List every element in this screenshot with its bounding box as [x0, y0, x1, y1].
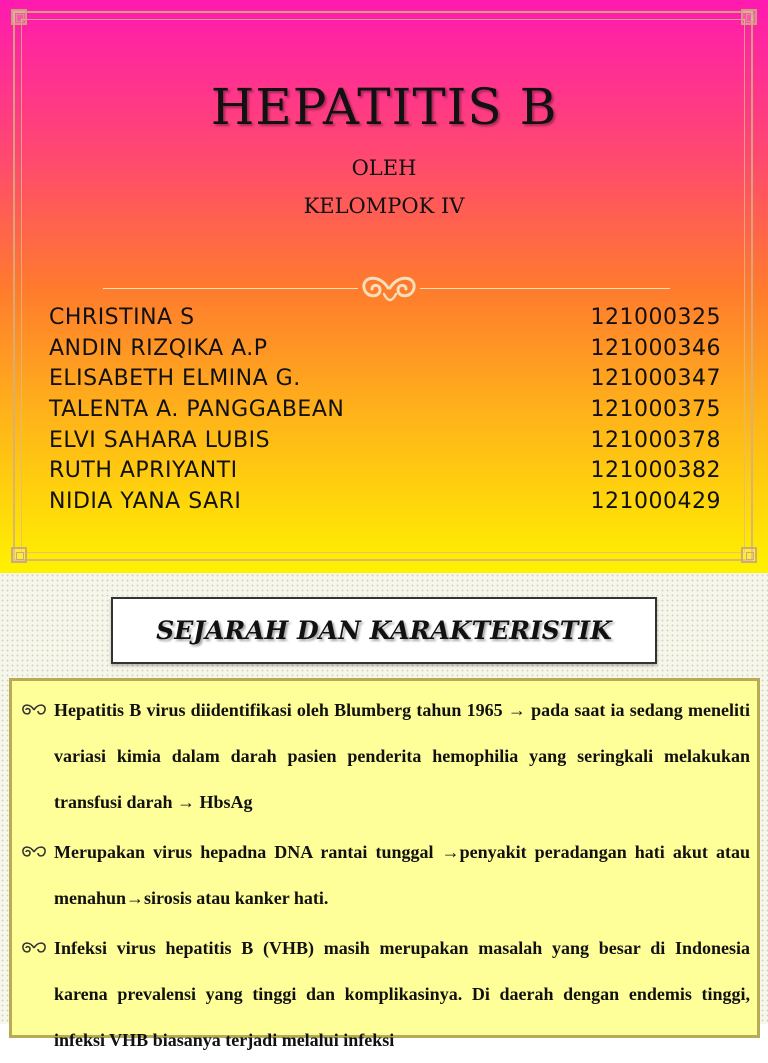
content-slide	[0, 573, 768, 1050]
frame-corner-ornament	[741, 547, 757, 563]
member-row	[49, 366, 721, 397]
list-item	[20, 829, 750, 921]
curl-bullet-icon	[20, 701, 48, 719]
bullet-text: Infeksi virus hepatitis B (VHB) masih merupakan masalah yang besar di Indonesia karena prevalensi yang tinggi dan komplikasinya. Di daerah dengan endemis tinggi, infeksi VHB biasanya terjadi melalui infeksi	[54, 938, 750, 1050]
member-id: 121000325	[590, 305, 721, 330]
list-item	[20, 925, 750, 1063]
member-name: ANDIN RIZQIKA A.P	[49, 335, 268, 361]
member-id: 121000347	[590, 366, 721, 392]
subtitle-group: KELOMPOK IV	[303, 194, 465, 218]
section-heading-box	[111, 597, 657, 664]
section-heading: SEJARAH DAN KARAKTERISTIK	[156, 616, 612, 645]
member-name: TALENTA A. PANGGABEAN	[49, 397, 345, 423]
slide-title: HEPATITIS B	[210, 78, 558, 136]
member-row	[49, 489, 721, 520]
member-id: 121000382	[590, 458, 721, 484]
subtitle-by: OLEH	[351, 156, 417, 180]
bullet-text: Hepatitis B virus diidentifikasi oleh Blumberg tahun 1965 → pada saat ia sedang meneliti variasi kimia dalam darah pasien penderita hemophilia yang seringkali melakukan transfusi darah → HbsAg	[54, 700, 750, 812]
member-name: ELISABETH ELMINA G.	[49, 366, 301, 392]
frame-corner-ornament	[11, 547, 27, 563]
member-name: CHRISTINA S	[49, 305, 195, 330]
divider-line-left	[103, 288, 358, 289]
curl-bullet-icon	[20, 939, 48, 957]
member-row	[49, 336, 721, 367]
bullet-text: Merupakan virus hepadna DNA rantai tunggal →penyakit peradangan hati akut atau menahun→sirosis atau kanker hati.	[54, 842, 750, 908]
divider-line-right	[420, 288, 670, 289]
member-name: RUTH APRIYANTI	[49, 458, 238, 484]
list-item	[20, 687, 750, 825]
member-name: ELVI SAHARA LUBIS	[49, 427, 271, 453]
curl-bullet-icon	[20, 843, 48, 861]
member-id: 121000429	[590, 489, 721, 515]
frame-corner-ornament	[741, 9, 757, 25]
member-row	[49, 305, 721, 336]
member-row	[49, 458, 721, 489]
scroll-flourish-icon	[358, 268, 420, 308]
member-list	[49, 305, 721, 520]
member-name: NIDIA YANA SARI	[49, 489, 242, 515]
member-row	[49, 428, 721, 459]
bullet-content-box	[9, 678, 760, 1050]
member-id: 121000375	[590, 397, 721, 423]
frame-corner-ornament	[11, 9, 27, 25]
member-id: 121000346	[590, 335, 721, 361]
member-id: 121000378	[590, 427, 721, 453]
member-row	[49, 397, 721, 428]
